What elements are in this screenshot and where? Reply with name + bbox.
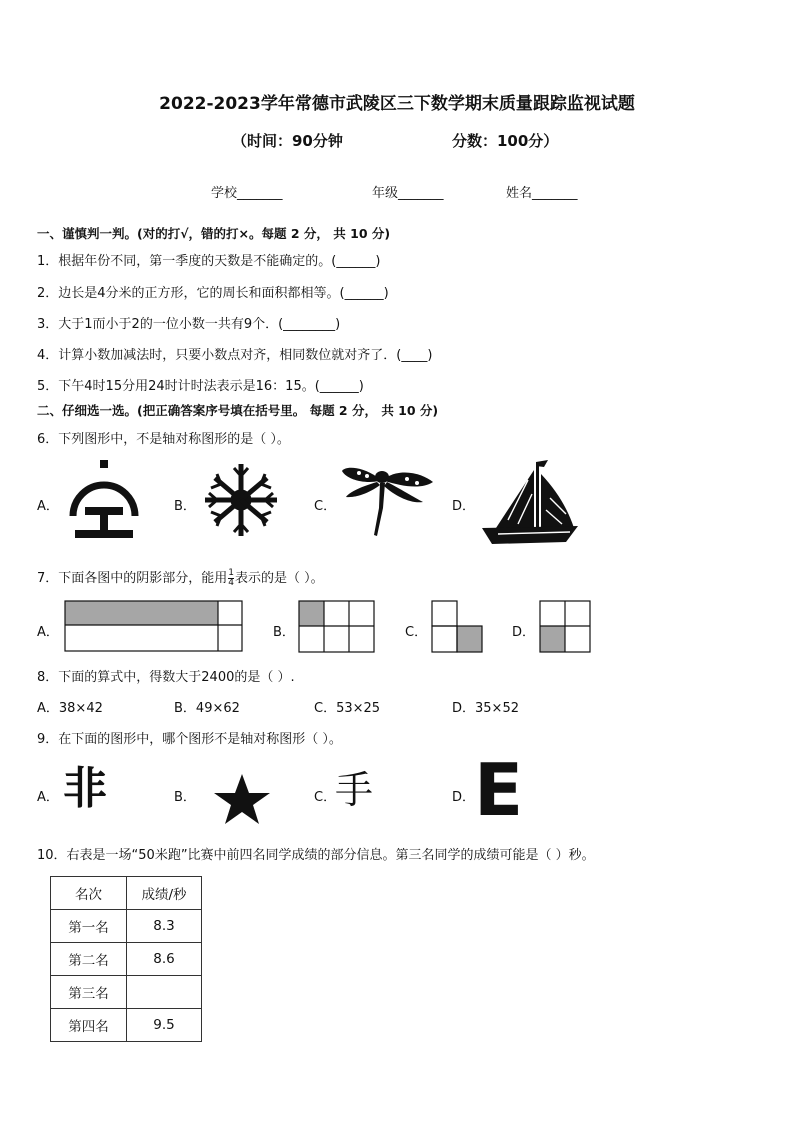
q7-option-b: B． — [273, 625, 295, 640]
score-cell: 9.5 — [127, 1009, 202, 1042]
question-9: 9．在下面的图形中，哪个图形不是轴对称图形（ ）。 — [37, 732, 342, 747]
header-score: 成绩/秒 — [127, 877, 202, 910]
subway-logo-icon — [63, 460, 145, 544]
q6-option-c: C． — [314, 499, 337, 514]
q7-option-c: C． — [405, 625, 428, 640]
question-7 — [37, 567, 324, 588]
question-10: 10．右表是一场“50米跑”比赛中前四名同学成绩的部分信息。第三名同学的成绩可能是（ ）秒。 — [37, 848, 595, 863]
score-cell: 8.3 — [127, 910, 202, 943]
figure-7d — [539, 600, 591, 653]
table-row — [51, 976, 202, 1009]
snowflake-icon — [202, 461, 280, 539]
rank-cell: 第三名 — [51, 976, 127, 1009]
q7-option-d: D． — [512, 625, 536, 640]
q9-option-a: A． — [37, 790, 59, 805]
glyph-fei: 非 — [63, 763, 107, 814]
rank-cell: 第二名 — [51, 943, 127, 976]
question-3: 3．大于1而小于2的一位小数一共有9个．(________) — [37, 317, 341, 332]
question-5: 5．下午4时15分用24时计时法表示是16：15。(______) — [37, 379, 364, 394]
dragonfly-icon — [341, 464, 435, 540]
name-field: 姓名_______ — [506, 186, 578, 201]
q8-option-a: A．38×42 — [37, 701, 103, 716]
school-field: 学校_______ — [211, 186, 283, 201]
figure-7a — [64, 600, 244, 653]
fraction-one-quarter — [228, 569, 234, 588]
question-6: 6．下列图形中，不是轴对称图形的是（ ）。 — [37, 432, 290, 447]
fraction-denominator: 4 — [228, 578, 235, 588]
question-4: 4．计算小数加减法时，只要小数点对齐，相同数位就对齐了．(____) — [37, 348, 433, 363]
q8-option-b: B．49×62 — [174, 701, 240, 716]
q9-option-c: C． — [314, 790, 337, 805]
q7-option-a: A． — [37, 625, 59, 640]
q6-option-b: B． — [174, 499, 196, 514]
rank-cell: 第一名 — [51, 910, 127, 943]
q6-option-a: A． — [37, 499, 59, 514]
q9-option-b: B． — [174, 790, 196, 805]
time-label: （时间：90分钟 — [232, 132, 343, 150]
section1-heading: 一、谨慎判一判。(对的打√，错的打×。每题 2 分， 共 10 分) — [37, 226, 391, 241]
rank-cell: 第四名 — [51, 1009, 127, 1042]
question-2: 2．边长是4分米的正方形，它的周长和面积都相等。(______) — [37, 286, 389, 301]
score-label: 分数：100分） — [452, 132, 559, 150]
page-title: 2022-2023学年常德市武陵区三下数学期末质量跟踪监视试题 — [159, 94, 635, 114]
results-table — [50, 876, 202, 1042]
q7-text-post: 表示的是（ ）。 — [235, 571, 324, 586]
q8-option-c: C．53×25 — [314, 701, 381, 716]
section2-heading: 二、仔细选一选。(把正确答案序号填在括号里。 每题 2 分， 共 10 分) — [37, 403, 439, 418]
glyph-shou: 手 — [335, 768, 374, 812]
grade-field: 年级_______ — [372, 186, 444, 201]
q9-option-d: D． — [452, 790, 476, 805]
q8-option-d: D．35×52 — [452, 701, 519, 716]
header-rank: 名次 — [51, 877, 127, 910]
star-icon — [213, 773, 271, 825]
table-row — [51, 910, 202, 943]
q6-option-d: D． — [452, 499, 476, 514]
score-cell — [127, 976, 202, 1009]
fraction-numerator: 1 — [228, 568, 235, 578]
question-1: 1．根据年份不同，第一季度的天数是不能确定的。(______) — [37, 254, 381, 269]
figure-7b — [298, 600, 375, 653]
glyph-e: E — [474, 748, 524, 832]
figure-7c — [431, 600, 483, 653]
question-8: 8．下面的算式中，得数大于2400的是（ ）. — [37, 670, 295, 685]
table-header-row — [51, 877, 202, 910]
table-row — [51, 943, 202, 976]
sailboat-icon — [478, 458, 582, 548]
table-row — [51, 1009, 202, 1042]
score-cell: 8.6 — [127, 943, 202, 976]
q7-text-pre: 7．下面各图中的阴影部分，能用 — [37, 571, 228, 586]
